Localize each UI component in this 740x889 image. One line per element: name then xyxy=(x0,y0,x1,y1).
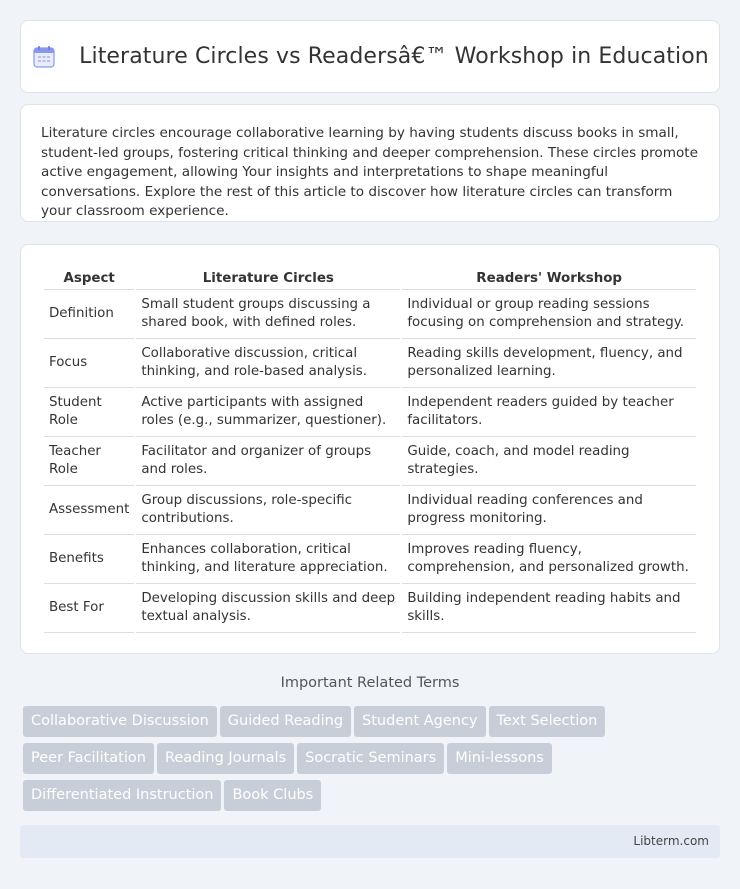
row-literature-circles: Group discussions, role-specific contributions. xyxy=(136,486,400,535)
row-literature-circles: Collaborative discussion, critical thinking, and role-based analysis. xyxy=(136,339,400,388)
row-readers-workshop: Individual reading conferences and progress monitoring. xyxy=(402,486,696,535)
table-header-row xyxy=(44,265,696,290)
header-readers-workshop: Readers' Workshop xyxy=(402,265,696,290)
row-readers-workshop: Reading skills development, fluency, and personalized learning. xyxy=(402,339,696,388)
header-literature-circles: Literature Circles xyxy=(136,265,400,290)
calendar-icon xyxy=(31,44,57,70)
row-aspect: Best For xyxy=(44,584,134,633)
row-literature-circles: Active participants with assigned roles (e.g., summarizer, questioner). xyxy=(136,388,400,437)
row-readers-workshop: Individual or group reading sessions focusing on comprehension and strategy. xyxy=(402,290,696,339)
row-literature-circles: Enhances collaboration, critical thinking, and literature appreciation. xyxy=(136,535,400,584)
row-readers-workshop: Building independent reading habits and skills. xyxy=(402,584,696,633)
tag-socratic-seminars[interactable]: Socratic Seminars xyxy=(297,743,444,774)
intro-text: Literature circles encourage collaborative learning by having students discuss books in small, student-led groups, fostering critical thinking and deeper comprehension. These circles promote active engagement, allowing Your insights and interpretations to shape meaningful conversations. Explore the rest of this article to discover how literature circles can transform your classroom experience. xyxy=(41,125,698,219)
row-literature-circles: Facilitator and organizer of groups and roles. xyxy=(136,437,400,486)
table-row xyxy=(44,388,696,437)
related-terms-list xyxy=(23,706,713,817)
row-aspect: Definition xyxy=(44,290,134,339)
row-aspect: Assessment xyxy=(44,486,134,535)
table-row xyxy=(44,486,696,535)
tag-guided-reading[interactable]: Guided Reading xyxy=(220,706,351,737)
tag-peer-facilitation[interactable]: Peer Facilitation xyxy=(23,743,154,774)
table-row xyxy=(44,584,696,633)
related-terms-title: Important Related Terms xyxy=(280,675,460,691)
row-aspect: Benefits xyxy=(44,535,134,584)
row-literature-circles: Developing discussion skills and deep textual analysis. xyxy=(136,584,400,633)
title-card xyxy=(20,20,720,93)
row-readers-workshop: Improves reading fluency, comprehension, and personalized growth. xyxy=(402,535,696,584)
table-row xyxy=(44,535,696,584)
footer-site-link[interactable]: Libterm.com xyxy=(633,834,709,848)
header-aspect: Aspect xyxy=(44,265,134,290)
row-aspect: Focus xyxy=(44,339,134,388)
tag-reading-journals[interactable]: Reading Journals xyxy=(157,743,294,774)
row-readers-workshop: Guide, coach, and model reading strategies. xyxy=(402,437,696,486)
comparison-card xyxy=(20,244,720,654)
tag-text-selection[interactable]: Text Selection xyxy=(489,706,606,737)
tag-student-agency[interactable]: Student Agency xyxy=(354,706,485,737)
row-aspect: Student Role xyxy=(44,388,134,437)
tag-collaborative-discussion[interactable]: Collaborative Discussion xyxy=(23,706,217,737)
row-aspect: Teacher Role xyxy=(44,437,134,486)
comparison-table xyxy=(42,265,698,633)
tag-mini-lessons[interactable]: Mini-lessons xyxy=(447,743,552,774)
page-title: Literature Circles vs Readersâ€™ Workshop in Education xyxy=(79,44,709,69)
table-row xyxy=(44,290,696,339)
table-row xyxy=(44,339,696,388)
table-row xyxy=(44,437,696,486)
row-literature-circles: Small student groups discussing a shared book, with defined roles. xyxy=(136,290,400,339)
row-readers-workshop: Independent readers guided by teacher facilitators. xyxy=(402,388,696,437)
tag-book-clubs[interactable]: Book Clubs xyxy=(224,780,321,811)
tag-differentiated-instruction[interactable]: Differentiated Instruction xyxy=(23,780,221,811)
footer xyxy=(20,825,720,858)
intro-card xyxy=(20,104,720,222)
